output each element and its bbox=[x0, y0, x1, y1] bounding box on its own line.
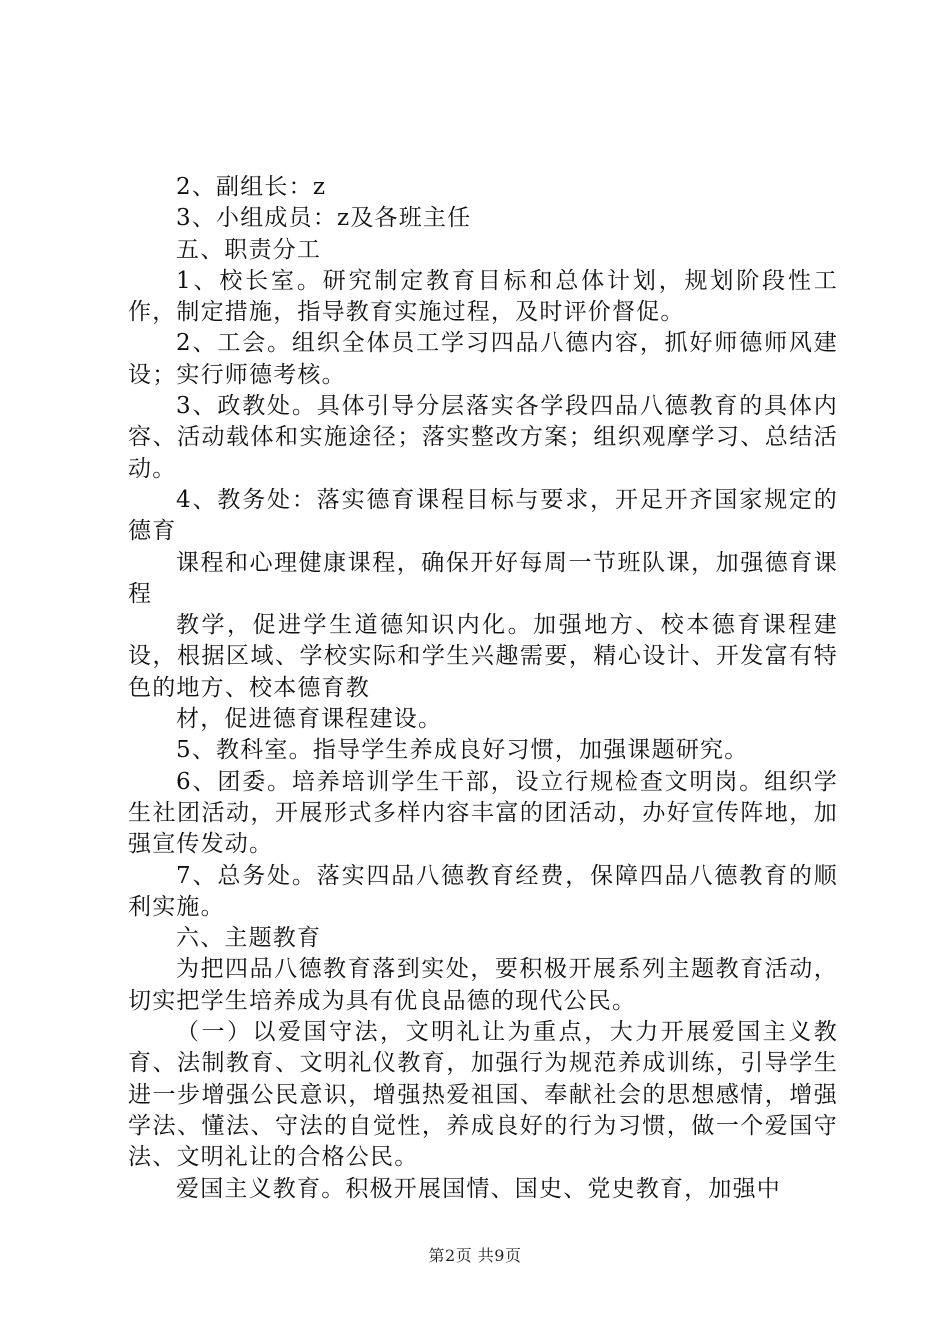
paragraph-group-members: 3、小组成员：z及各班主任 bbox=[176, 205, 472, 232]
paragraph-youth-league: 6、团委。培养培训学生干部，设立行规检查文明岗。组织学生社团活动，开展形式多样内容丰富的团活动，办好宣传阵地，加强宣传发动。 bbox=[128, 768, 838, 858]
paragraph-academic-affairs-cont-3: 材，促进德育课程建设。 bbox=[176, 706, 443, 733]
page-footer: 第2页 共9页 bbox=[428, 1246, 522, 1265]
paragraph-principal-office: 1、校长室。研究制定教育目标和总体计划，规划阶段性工作，制定措施，指导教育实施过程，及时评价督促。 bbox=[128, 267, 838, 326]
paragraph-patriotism-law: （一）以爱国守法，文明礼让为重点，大力开展爱国主义教育、法制教育、文明礼仪教育，加强行为规范养成训练，引导学生进一步增强公民意识，增强热爱祖国、奉献社会的思想感情，增强学法、懂法、守法的自觉性，养成良好的行为习惯，做一个爱国守法、文明礼让的合格公民。 bbox=[128, 1019, 838, 1171]
paragraph-deputy-leader: 2、副组长：z bbox=[176, 174, 327, 200]
paragraph-general-affairs: 7、总务处。落实四品八德教育经费，保障四品八德教育的顺利实施。 bbox=[128, 862, 838, 920]
paragraph-theme-intro: 为把四品八德教育落到实处，要积极开展系列主题教育活动，切实把学生培养成为具有优良品德的现代公民。 bbox=[128, 956, 838, 1014]
paragraph-union: 2、工会。组织全体员工学习四品八德内容，抓好师德师风建设；实行师德考核。 bbox=[128, 330, 838, 388]
section-heading-theme-education: 六、主题教育 bbox=[176, 925, 322, 952]
paragraph-academic-affairs-cont-2: 教学，促进学生道德知识内化。加强地方、校本德育课程建设，根据区域、学校实际和学生兴趣需要，精心设计、开发富有特色的地方、校本德育教 bbox=[128, 612, 838, 701]
paragraph-academic-affairs-cont-1: 课程和心理健康课程，确保开好每周一节班队课，加强德育课程 bbox=[128, 549, 838, 607]
paragraph-political-office: 3、政教处。具体引导分层落实各学段四品八德教育的具体内容、活动载体和实施途径；落实整改方案；组织观摩学习、总结活动。 bbox=[128, 393, 838, 482]
document-body bbox=[128, 172, 838, 1205]
paragraph-academic-affairs: 4、教务处：落实德育课程目标与要求，开足开齐国家规定的德育 bbox=[128, 486, 838, 545]
paragraph-research-office: 5、教科室。指导学生养成良好习惯，加强课题研究。 bbox=[176, 737, 749, 764]
paragraph-patriotism-education: 爱国主义教育。积极开展国情、国史、党史教育，加强中 bbox=[176, 1175, 781, 1202]
section-heading-duties: 五、职责分工 bbox=[176, 236, 322, 263]
